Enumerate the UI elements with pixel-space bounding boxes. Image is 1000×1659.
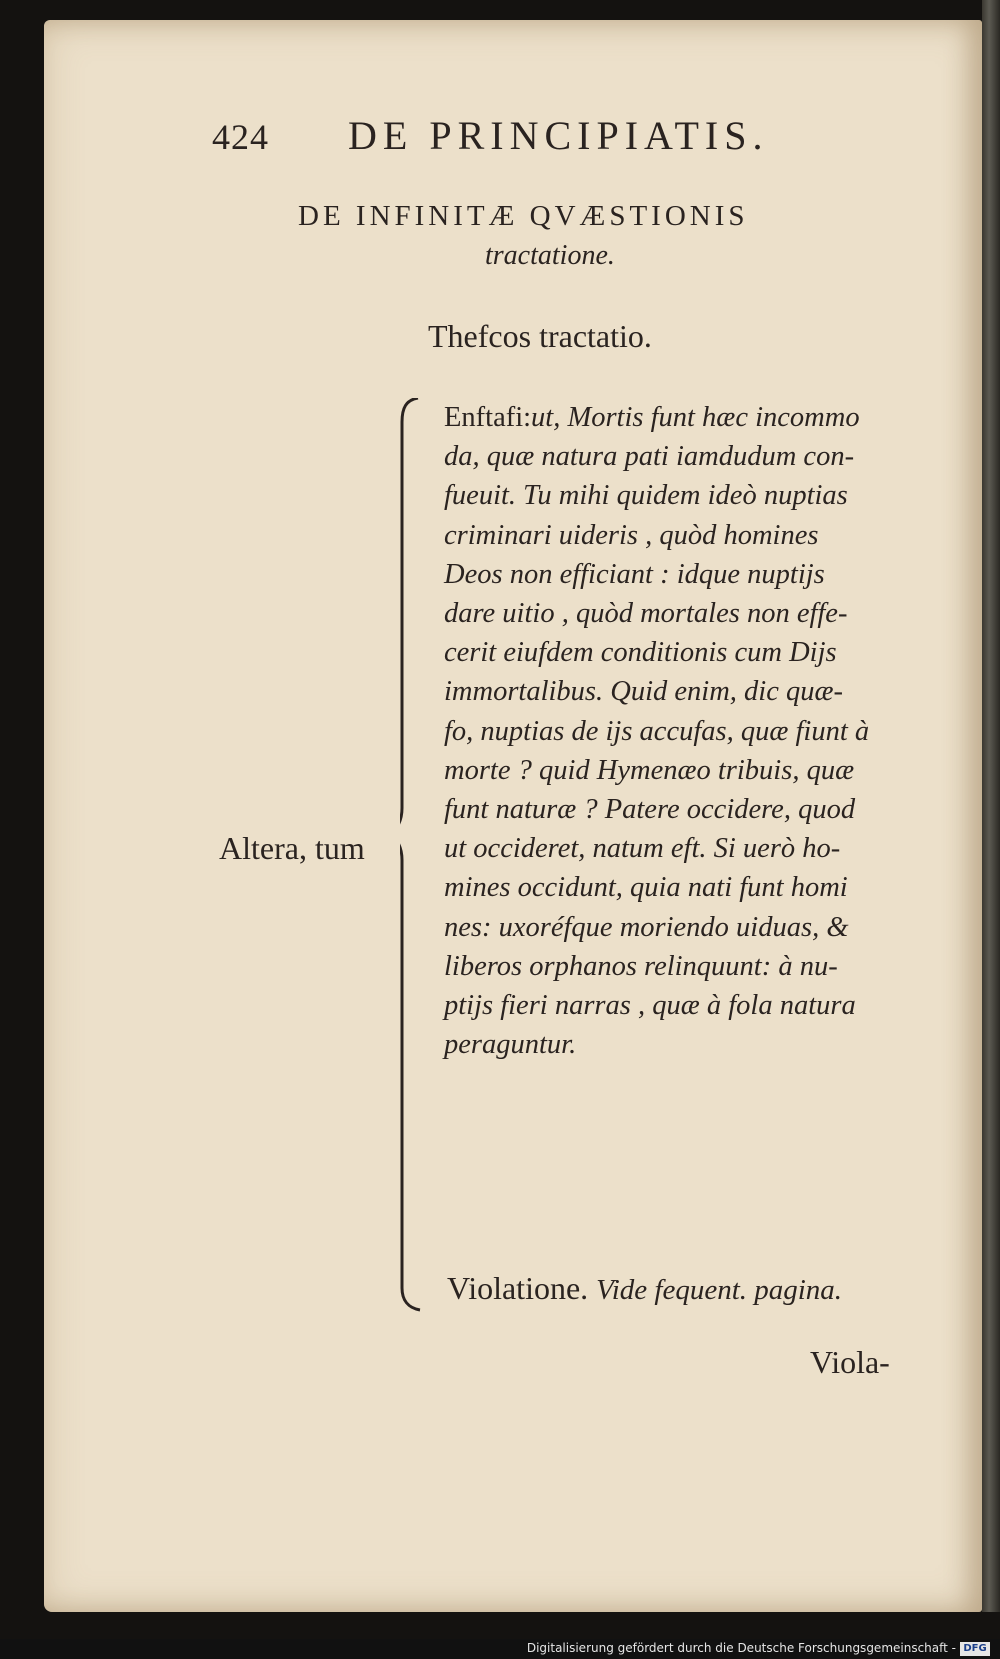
main-text-line: Deos non efficiant : idque nuptijs <box>444 558 825 590</box>
violation-entry <box>447 1270 842 1307</box>
page-number: 424 <box>212 117 269 157</box>
main-text-line: immortalibus. Quid enim, dic quæ- <box>444 676 843 708</box>
running-title: DE PRINCIPIATIS. <box>348 113 769 158</box>
main-text-line: liberos orphanos relinquunt: à nu- <box>444 950 838 982</box>
footer-bar <box>0 1639 1000 1659</box>
running-head <box>0 112 1000 172</box>
curly-brace-icon <box>400 398 450 1318</box>
violation-label: Violatione. <box>447 1270 589 1306</box>
thesis-heading: Thefcos tractatio. <box>428 318 652 354</box>
main-text-line: fo, nuptias de ijs accufas, quæ fiunt à <box>444 715 870 747</box>
main-text-line: peraguntur. <box>444 1029 577 1061</box>
main-text-line: nes: uxoréfque moriendo uiduas, & <box>444 911 849 943</box>
bracket-label: Altera, tum <box>219 830 365 866</box>
main-text-line-1 <box>444 398 914 437</box>
main-text-lead: Enftafi: <box>444 402 532 433</box>
main-text-line: dare uitio , quòd mortales non effe- <box>444 598 848 630</box>
main-text-line: ptijs fieri narras , quæ à fola natura <box>444 990 856 1022</box>
main-text-line: da, quæ natura pati iamdudum con- <box>444 441 855 473</box>
main-text-line: ut occideret, natum eft. Si uerò ho- <box>444 833 841 865</box>
main-text-line: ut, Mortis funt hæc incommo <box>531 402 860 433</box>
main-text-line: cerit eiufdem conditionis cum Dijs <box>444 637 837 669</box>
section-title: DE INFINITÆ QVÆSTIONIS <box>298 200 749 232</box>
main-text-block <box>444 398 914 1064</box>
main-text-line: funt naturæ ? Patere occidere, quod <box>444 794 856 826</box>
main-text-line: mines occidunt, quia nati funt homi <box>444 872 848 904</box>
book-fore-edge <box>982 0 1000 1612</box>
dfg-logo: DFG <box>960 1642 990 1656</box>
main-text-line: fueuit. Tu mihi quidem ideò nuptias <box>444 480 848 512</box>
footer-credit: Digitalisierung gefördert durch die Deutsche Forschungsgemeinschaft - <box>526 1641 956 1655</box>
catchword: Viola- <box>810 1344 890 1380</box>
section-subtitle: tractatione. <box>485 240 615 271</box>
main-text-line: morte ? quid Hymenæo tribuis, quæ <box>444 754 855 786</box>
main-text-line: criminari uideris , quòd homines <box>444 519 819 551</box>
violation-reference: Vide fequent. pagina. <box>596 1274 843 1306</box>
